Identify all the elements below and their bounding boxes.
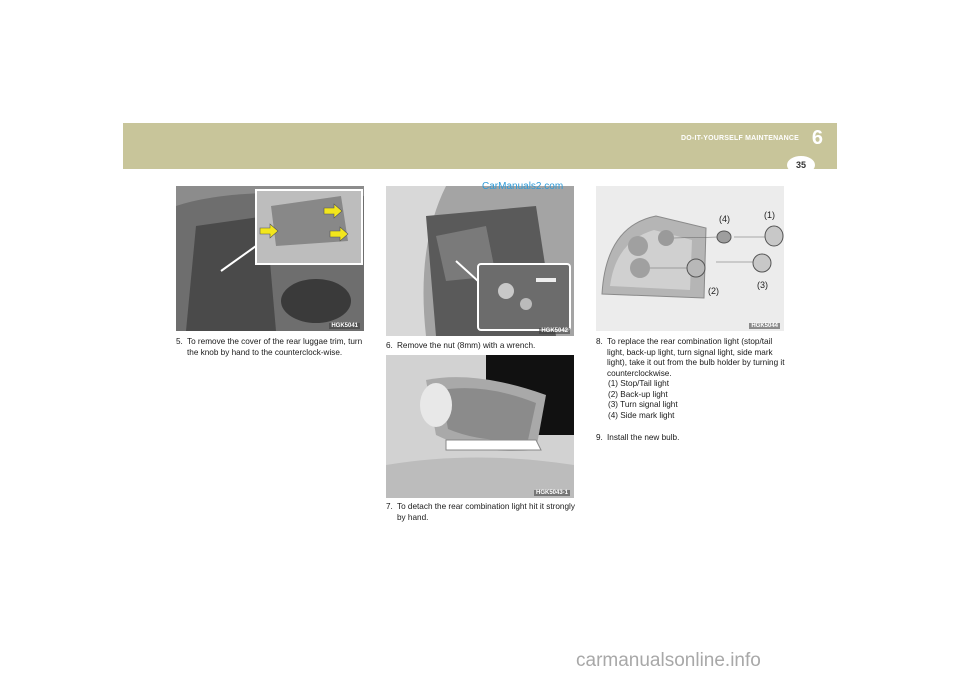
figure-trunk-trim: [176, 186, 364, 331]
nut-removal-illustration: [386, 186, 574, 336]
legend-item: (2) Back-up light: [608, 389, 668, 399]
step-9: 9. Install the new bulb.: [596, 433, 680, 442]
bulb-diagram-illustration: [596, 186, 784, 331]
section-title: DO-IT-YOURSELF MAINTENANCE: [681, 135, 799, 142]
section-header: [123, 123, 837, 169]
figure-bulb-diagram: [596, 186, 784, 331]
step-8: 8. To replace the rear combination light (stop/tail light, back-up light, turn signal light, side mark light), take it out from the bulb holder by turning it counterclockwise.: [596, 337, 785, 378]
callout-4: (4): [719, 214, 730, 224]
step-5: 5. To remove the cover of the rear luggae trim, turn the knob by hand to the counterclock-wise.: [176, 337, 363, 357]
watermark-link-bottom[interactable]: carmanualsonline.info: [576, 650, 761, 671]
step-7: 7. To detach the rear combination light hit it strongly by hand.: [386, 502, 575, 522]
figure-nut-removal: [386, 186, 574, 336]
legend-item: (1) Stop/Tail light: [608, 379, 669, 388]
callout-2: (2): [708, 286, 719, 296]
step-6: 6. Remove the nut (8mm) with a wrench.: [386, 341, 536, 350]
figure-code: HGK5043-1: [535, 490, 568, 496]
legend-item: (4) Side mark light: [608, 410, 675, 420]
bulb-legend: [608, 379, 678, 421]
figure-code: HGK5044: [751, 323, 778, 329]
watermark-link-top[interactable]: CarManuals2.com: [482, 181, 564, 192]
figure-code: HGK5042: [541, 328, 568, 334]
legend-item: (3) Turn signal light: [608, 400, 678, 409]
figure-code: HGK5041: [331, 323, 358, 329]
callout-3: (3): [757, 280, 768, 290]
detach-light-illustration: [386, 355, 574, 498]
figure-detach-light: [386, 355, 574, 498]
callout-1: (1): [764, 210, 775, 220]
section-number: 6: [811, 127, 823, 149]
trunk-trim-illustration: [176, 186, 364, 331]
page-number: 35: [787, 156, 815, 174]
